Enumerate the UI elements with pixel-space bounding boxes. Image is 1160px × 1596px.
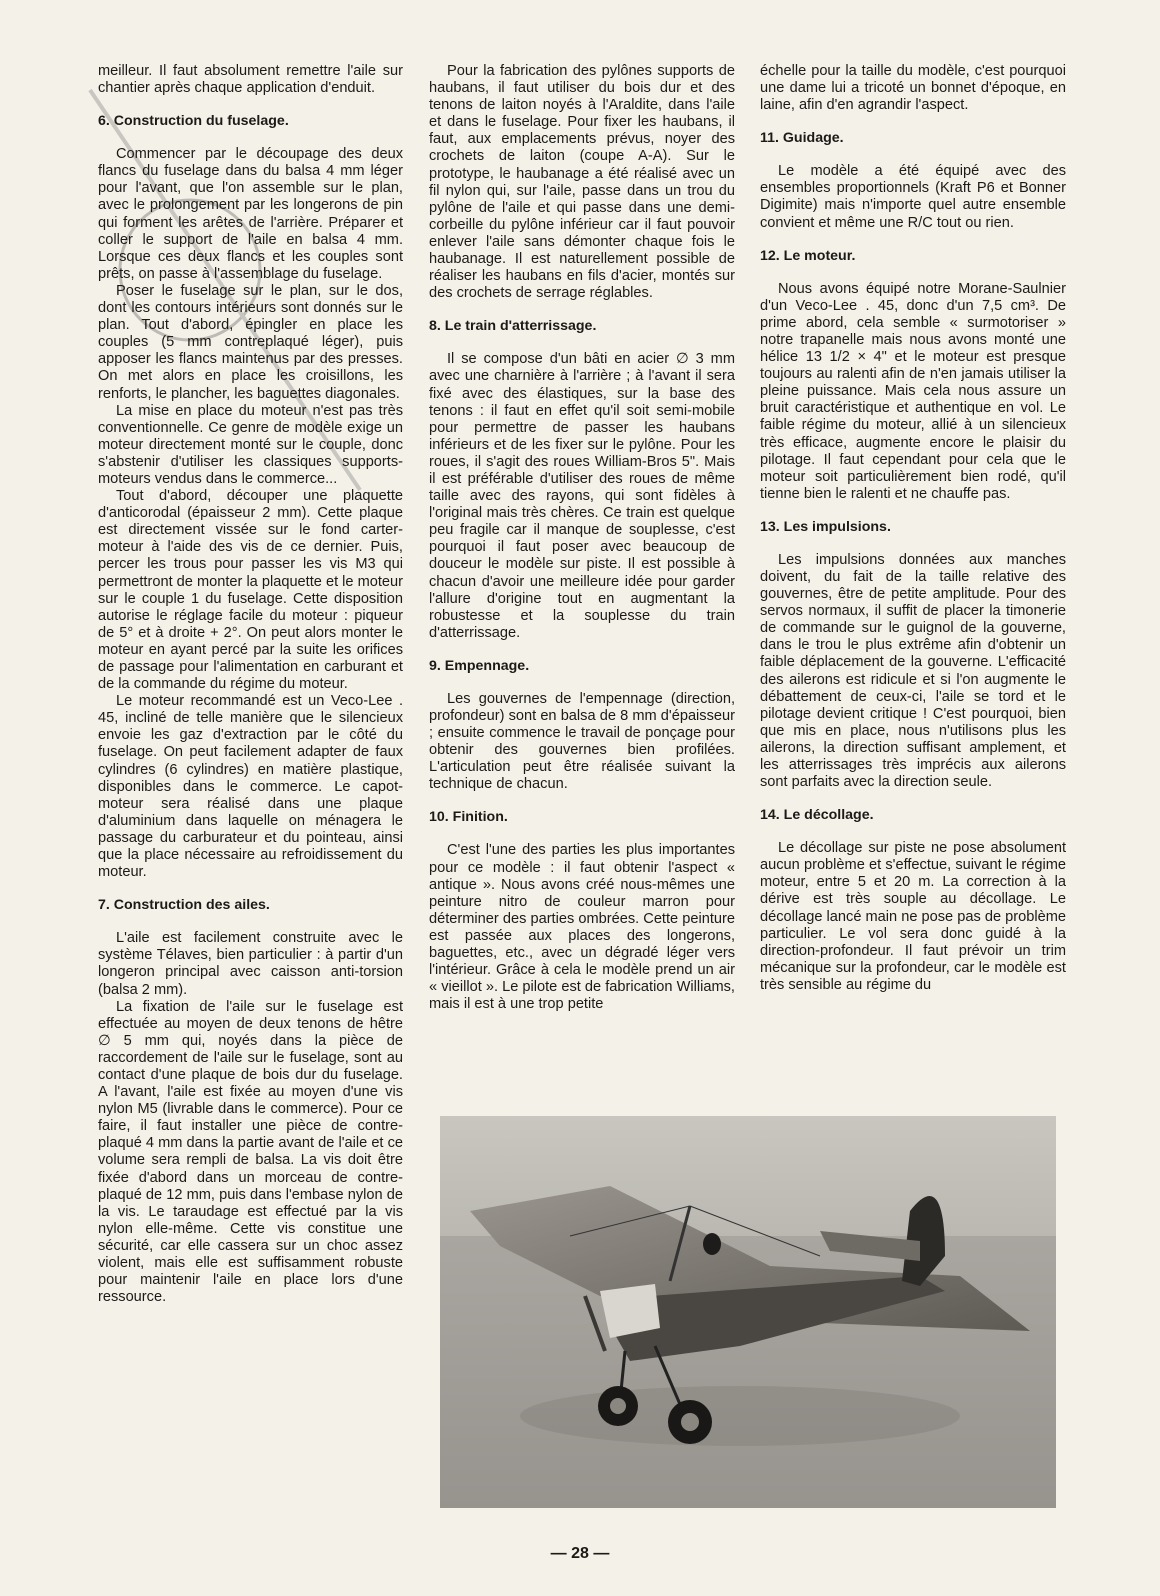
section-heading: 11. Guidage. <box>760 130 844 147</box>
paragraph: Les gouvernes de l'empennage (direction, profondeur) sont en balsa de 8 mm d'épaisseur ; ensuite commence le travail de ponçage pour obtenir des gouvernes bien profilées. L'articulation peut être réalisée suivant la technique de chacun. <box>429 690 735 793</box>
section-heading: 10. Finition. <box>429 809 508 826</box>
paragraph: Les impulsions données aux manches doivent, du fait de la taille relative des gouvernes, être de petite amplitude. Pour des servos normaux, il suffit de placer la timonerie de commande sur le guignol de la gouverne, dans le trou le plus extrême afin d'obtenir un faible déplacement de la gouverne. L'efficacité des ailerons est ridicule et si l'on augmente le débattement de ceux-ci, l'aile se tord et le pilotage devient critique ! C'est pourquoi, bien que mis en place, nous n'utilisons plus les ailerons, la direction suffisant amplement, et les atterrissages très imprécis aux ailerons sont parfaits avec la direction seule. <box>760 551 1066 791</box>
section-heading: 12. Le moteur. <box>760 247 856 264</box>
section-heading: 9. Empennage. <box>429 657 530 674</box>
paragraph: L'aile est facilement construite avec le système Télaves, bien particulier : à partir d'un longeron principal avec caisson anti-torsion (balsa 2 mm). <box>98 930 403 998</box>
paragraph: Le modèle a été équipé avec des ensembles proportionnels (Kraft P6 et Bonner Digimite) mais n'importe quel autre ensemble convient et même une R/C tout ou rien. <box>760 163 1066 231</box>
paragraph: Le moteur recommandé est un Veco-Lee . 45, incliné de telle manière que le silencieux envoie les gaz d'extraction par le côté du fuselage. On peut facilement adapter de faux cylindres (6 cylindres) en matière plastique, disponibles dans le commerce. Le capot-moteur sera réalisé dans une plaque d'aluminium dans laquelle on ménagera le passage du carburateur et du pointeau, ainsi que la place nécessaire au refroidissement du moteur. <box>98 693 403 881</box>
paragraph: échelle pour la taille du modèle, c'est pourquoi une dame lui a tricoté un bonnet d'époque, en laine, afin d'en agrandir l'aspect. <box>760 63 1066 114</box>
section-heading: 7. Construction des ailes. <box>98 897 270 914</box>
paragraph: Tout d'abord, découper une plaquette d'anticorodal (épaisseur 2 mm). Cette plaque est directement vissée sur le fond carter-moteur à l'aide des vis de ce dernier. Puis, percer les trous pour passer les vis M3 qui permettront de monter la plaquette et le moteur sur le couple 1 du fuselage. Cette disposition autorise le réglage facile du moteur : piqueur de 5° et à droite + 2°. On peut alors monter le moteur en ayant percé par la suite les orifices de passage pour l'alimentation en carburant et de la commande du régime du moteur. <box>98 488 404 693</box>
section-heading: 13. Les impulsions. <box>760 518 891 535</box>
airplane-model-photo <box>440 1116 1056 1508</box>
paragraph: Le décollage sur piste ne pose absolument aucun problème et s'effectue, suivant le régime moteur, entre 5 et 20 m. La correction à la dérive est très souple au décollage. Le décollage lancé main ne pose pas de problème particulier. Le vol sera donc guidé à la direction-profondeur. Il faut prévoir un trim mécanique sur la profondeur, car le modèle est très sensible au régime du <box>760 840 1066 993</box>
paragraph: Poser le fuselage sur le plan, sur le dos, dont les contours intérieurs sont donnés sur le plan. Tout d'abord, épingler en place les couples (5 mm contreplaqué léger), puis apposer les flancs maintenus par des presses. On met alors en place les croisillons, les renforts, le plancher, les baguettes diagonales. <box>98 282 403 402</box>
text-column-2 <box>429 63 735 1093</box>
paragraph: La fixation de l'aile sur le fuselage est effectuée au moyen de deux tenons de hêtre ∅ 5 mm qui, noyés dans la pièce de raccordement de l'aile sur le fuselage, sont au contact d'une plaque de bois dur du fuselage. A l'avant, l'aile est fixée au moyen d'une vis nylon M5 (livrable dans le commerce). Pour ce faire, il faut installer une pièce de contre-plaqué 4 mm dans la partie avant de l'aile et ce volume sera rempli de balsa. La vis doit être fixée d'abord dans un morceau de contre-plaqué de 12 mm, puis dans l'embase nylon de la vis. Le taraudage est effectué par la vis nylon elle-même. Cette vis constitue une sécurité, car elle cassera sur un choc assez violent, mais elle est suffisamment robuste pour maintenir l'aile en place lors d'une ressource. <box>98 998 403 1306</box>
paragraph: Nous avons équipé notre Morane-Saulnier d'un Veco-Lee . 45, donc d'un 7,5 cm³. De prime abord, cela semble « surmotoriser » notre trapanelle mais nous avons monté une hélice 13 1/2 × 4" et le moteur est presque toujours au ralenti afin de n'en jamais utiliser la pleine puissance. Mais cela nous assure un bruit caractéristique et authentique en vol. Le faible régime du moteur, allié à un silencieux très efficace, augmente encore le plaisir du pilotage. Il faut cependant pour cela que le moteur soit particulièrement bien rodé, qu'il tienne bien le ralenti et ne chauffe pas. <box>760 280 1066 502</box>
paragraph: Commencer par le découpage des deux flancs du fuselage dans du balsa 4 mm léger pour l'avant, que l'on assemble sur le plan, avec le prolongement par les longerons de pin qui forment les arêtes de l'arrière. Préparer et coller le support de l'aile en balsa 4 mm. Lorsque ces deux flancs et les couples sont prêts, on passe à l'assemblage du fuselage. <box>98 146 403 282</box>
paragraph: Pour la fabrication des pylônes supports de haubans, il faut utiliser du bois dur et des tenons de laiton noyés à l'Araldite, dans l'aile et dans le fuselage. Pour fixer les haubans, il faut, aux emplacements prévus, noyer des crochets de laiton (coupe A-A). Sur le prototype, le haubanage a été réalisé avec un fil nylon qui, sur l'aile, passe dans un trou du pylône de l'aile et qui passe dans une demi-corbeille du pylône inférieur car il faut pouvoir enlever l'aile sans démonter chaque fois le haubanage. Il est naturellement possible de réaliser les haubans en fils d'acier, montés sur des crochets de serrage réglables. <box>429 63 735 302</box>
paragraph: La mise en place du moteur n'est pas très conventionnelle. Ce genre de modèle exige un moteur directement monté sur le couple, donc s'abstenir d'utiliser les classiques supports-moteurs vendus dans le commerce... <box>98 402 403 487</box>
text-column-1 <box>98 63 403 1306</box>
page-number: — 28 — <box>550 1545 610 1562</box>
section-heading: 14. Le décollage. <box>760 807 874 824</box>
section-heading: 6. Construction du fuselage. <box>98 113 289 130</box>
paragraph: meilleur. Il faut absolument remettre l'aile sur chantier après chaque application d'enduit. <box>98 63 403 97</box>
section-heading: 8. Le train d'atterrissage. <box>429 318 597 335</box>
paragraph: C'est l'une des parties les plus importantes pour ce modèle : il faut obtenir l'aspect « antique ». Nous avons créé nous-mêmes une peinture nitro de couleur marron pour déterminer des parties ombrées. Cette peinture est passée aux places des longerons, baguettes, etc., avec un dégradé léger vers l'intérieur. Grâce à cela le modèle prend un air « vieillot ». Le pilote est de fabrication Williams, mais il est à une trop petite <box>429 842 735 1013</box>
text-column-3 <box>760 63 1066 1093</box>
paragraph: Il se compose d'un bâti en acier ∅ 3 mm avec une charnière à l'arrière ; à l'avant il sera fixé avec des élastiques, sur la base des tenons : il faut en effet qu'il soit semi-mobile pour permettre de passer les haubans inférieurs et de les fixer sur le pylône. Pour les roues, il s'agit des roues William-Bros 5". Mais il est préférable d'utiliser des roues de même taille avec des rayons, qui sont fidèles à l'original mais très chères. Ce train est quelque peu fragile car il manque de souplesse, c'est pourquoi il faut poser avec beaucoup de douceur le modèle sur piste. Il est possible à chacun d'avoir une meilleure idée pour garder l'allure d'origine tout en augmentant la robustesse et la souplesse du train d'atterrissage. <box>429 351 735 641</box>
